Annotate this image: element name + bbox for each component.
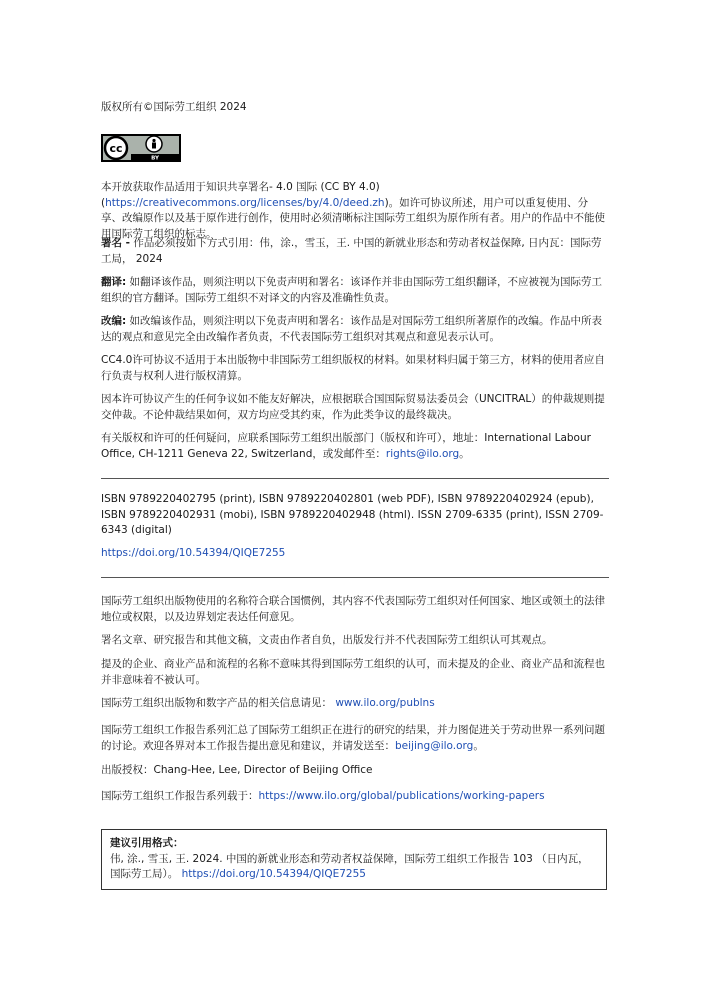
translation-paragraph: 翻译: 如翻译该作品，则须注明以下免责声明和署名：该译作并非由国际劳工组织翻译，不应被视为国际劳工组织的官方翻译。国际劳工组织不对译文的内容及准确性负责。 xyxy=(101,276,603,304)
disclaimer-names: 国际劳工组织出版物使用的名称符合联合国惯例，其内容不代表国际劳工组织对任何国家、地区或领土的法律地位或权限，以及边界划定表达任何意见。 xyxy=(101,595,605,623)
adaptation-paragraph: 改编: 如改编该作品，则须注明以下免责声明和署名：该作品是对国际劳工组织所著原作的改编。作品中所表达的观点和意见完全由改编作者负责，不代表国际劳工组织对其观点和意见表示认可。 xyxy=(101,315,603,343)
attribution-label: 署名 - xyxy=(101,237,131,249)
working-paper-series-info: 国际劳工组织工作报告系列汇总了国际劳工组织正在进行的研究的结果，并力图促进关于劳动世界一系列问题的讨论。欢迎各界对本工作报告提出意见和建议，并请发送至：beijing@ilo.org。 xyxy=(101,724,605,752)
citation-box xyxy=(101,829,607,890)
license-paragraph: 本开放获取作品适用于知识共享署名- 4.0 国际 (CC BY 4.0) (https://creativecommons.org/licenses/by/4.0/deed.zh)。如许可协议所述，用户可以重复使用、分享、改编原作以及基于原作进行创作，使用时必须清晰标注国际劳工组织为原作所有者。用户的作品中不能使用国际劳工组织的标志。 xyxy=(101,181,605,240)
divider-1 xyxy=(101,478,609,479)
attribution-paragraph: 署名 - 作品必须按如下方式引用：伟，涂.，雪玉，王. 中国的新就业形态和劳动者权益保障, 日内瓦：国际劳工局， 2024 xyxy=(101,237,602,265)
disputes-paragraph: 因本许可协议产生的任何争议如不能友好解决，应根据联合国国际贸易法委员会（UNCITRAL）的仲裁规则提交仲裁。不论仲裁结果如何，双方均应受其约束，作为此类争议的最终裁决。 xyxy=(101,393,605,421)
adaptation-label: 改编: xyxy=(101,315,127,327)
isbn-paragraph: ISBN 9789220402795 (print), ISBN 9789220402801 (web PDF), ISBN 9789220402924 (epub), ISBN 9789220402931 (mobi), ISBN 9789220402948 (html). ISSN 2709-6335 (print), ISSN 2709-6343 (digital) xyxy=(101,493,604,536)
person-icon xyxy=(152,139,155,142)
cc-logo-text: cc xyxy=(109,142,123,155)
disclaimer-authors: 署名文章、研究报告和其他文稿，文责由作者自负，出版发行并不代表国际劳工组织认可其观点。 xyxy=(101,634,553,646)
working-papers-link[interactable]: https://www.ilo.org/global/publications/working-papers xyxy=(258,790,545,802)
publns-link[interactable]: www.ilo.org/publns xyxy=(335,697,435,709)
divider-2 xyxy=(101,577,609,578)
third-party-paragraph: CC4.0许可协议不适用于本出版物中非国际劳工组织版权的材料。如果材料归属于第三方，材料的使用者应自行负责与权利人进行版权清算。 xyxy=(101,354,605,382)
citation-doi-link[interactable]: https://doi.org/10.54394/QIQE7255 xyxy=(181,868,366,880)
publications-info: 国际劳工组织出版物和数字产品的相关信息请见： www.ilo.org/publns xyxy=(101,697,435,709)
copyright-line: 版权所有©国际劳工组织 2024 xyxy=(101,101,247,113)
cc-license-link[interactable]: https://creativecommons.org/licenses/by/4.0/deed.zh xyxy=(105,196,385,209)
doi-link[interactable]: https://doi.org/10.54394/QIQE7255 xyxy=(101,547,286,559)
citation-title: 建议引用格式： xyxy=(110,837,184,849)
beijing-email-link[interactable]: beijing@ilo.org xyxy=(395,739,474,752)
by-label: BY xyxy=(151,155,159,162)
disclaimer-products: 提及的企业、商业产品和流程的名称不意味其得到国际劳工组织的认可，而未提及的企业、商业产品和流程也并非意味着不被认可。 xyxy=(101,658,605,686)
cc-by-license-badge xyxy=(101,134,181,162)
working-papers-location: 国际劳工组织工作报告系列载于：https://www.ilo.org/global/publications/working-papers xyxy=(101,790,545,802)
publication-authorization: 出版授权：Chang-Hee, Lee, Director of Beijing Office xyxy=(101,764,373,776)
citation-text: 伟, 涂., 雪玉, 王. 2024. 中国的新就业形态和劳动者权益保障，国际劳工组织工作报告 103 （日内瓦，国际劳工局）。 https://doi.org/10.54394/QIQE7255 xyxy=(110,852,589,880)
translation-label: 翻译: xyxy=(101,276,127,288)
rights-email-link[interactable]: rights@ilo.org xyxy=(385,447,460,460)
contact-paragraph: 有关版权和许可的任何疑问，应联系国际劳工组织出版部门（版权和许可），地址：International Labour Office, CH-1211 Geneva 22, Switzerland，或发邮件至：rights@ilo.org。 xyxy=(101,432,591,460)
doi-paragraph xyxy=(101,546,285,562)
